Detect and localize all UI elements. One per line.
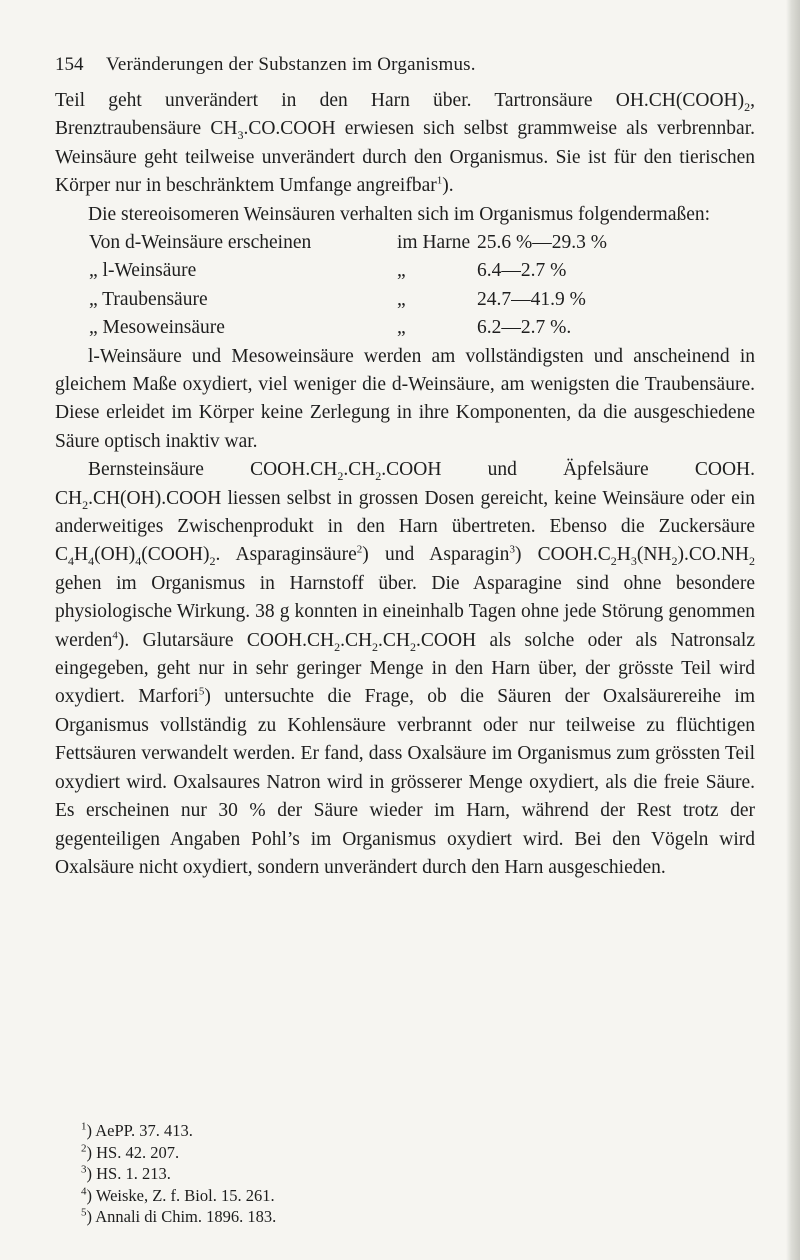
footnote: $^1$) AePP. 37. 413.: [81, 1120, 193, 1140]
paragraph-4: Bernsteinsäure $COOH.CH_2.CH_2.COOH$ und Äpfelsäure COOH. $CH_2.CH(OH).COOH$ liessen selbst in grossen Dosen gereicht, keine Weinsäure oder ein anderweitiges Zwischenprodukt in den Harn übertreten. Ebenso die Zuckersäure $C_4H_4(OH)_4(COOH)_2$. Asparaginsäure$^2$) und Asparagin$^3$) $COOH.C_2H_3(NH_2).CO.NH_2$ gehen im Organismus in Harnstoff über. Die Asparagine sind ohne besondere physiologische Wirkung. 38 g konnten in eineinhalb Tagen ohne jede Störung genommen werden$^4$). Glutarsäure $COOH.CH_2.CH_2.CH_2.COOH$ als solche oder als Natronsalz eingegeben, geht nur in sehr geringer Menge in den Harn über, der grösste Teil wird oxydiert. Marfori$^5$) untersuchte die Frage, ob die Säuren der Oxalsäurereihe im Organismus vollständig zu Kohlensäure verbrannt oder nur teilweise zu flüchtigen Fettsäuren verwandelt werden. Er fand, dass Oxalsäure im Organismus zum grössten Teil oxydiert wird. Oxalsaures Natron wird in grösserer Menge oxydiert, als die freie Säure. Es erscheinen nur 30 % der Säure wieder im Harn, während der Rest trotz der gegenteiligen Angaben Pohl’s im Organismus oxydiert wird. Bei den Vögeln wird Oxalsäure nicht oxydiert, sondern unverändert durch den Harn ausgeschieden.: [55, 459, 755, 878]
page-edge-shadow: [786, 0, 800, 1260]
page-body: [55, 87, 755, 882]
paragraph-3: l-Weinsäure und Mesoweinsäure werden am vollständigsten und anscheinend in gleichem Maße oxydiert, viel weniger die d-Weinsäure, am wenigsten die Traubensäure. Diese erleidet im Körper keine Zerlegung in ihre Komponenten, da die ausgeschiedene Säure optisch inaktiv war.: [55, 345, 755, 452]
footnote: $^2$) HS. 42. 207.: [81, 1142, 180, 1162]
running-title: Veränderungen der Substanzen im Organismus.: [106, 54, 476, 75]
table-row: „ l-Weinsäure „ 6.4—2.7 %: [89, 260, 567, 282]
table-row: Von d-Weinsäure erscheinen im Harne 25.6 %—29.3 %: [89, 232, 607, 254]
footnote-ref[interactable]: 4: [112, 629, 118, 642]
table-row: „ Mesoweinsäure „ 6.2—2.7 %.: [89, 317, 572, 339]
excretion-table: [89, 229, 755, 343]
paragraph-2: Die stereoisomeren Weinsäuren verhalten sich im Organismus folgendermaßen:: [88, 203, 711, 225]
footnote: $^5$) Annali di Chim. 1896. 183.: [81, 1206, 277, 1226]
table-row: „ Traubensäure „ 24.7—41.9 %: [89, 288, 586, 310]
paragraph-1: Teil geht unverändert in den Harn über. Tartronsäure $OH.CH(COOH)_2$, Brenztraubensäure $CH_3.CO.COOH$ erwiesen sich selbst grammweise als verbrennbar. Weinsäure geht teilweise unverändert durch den Organismus. Sie ist für den tierischen Körper nur in beschränktem Umfange angreifbar$^1$).: [55, 90, 756, 197]
footnote-ref[interactable]: 5: [198, 685, 205, 698]
footnote: $^4$) Weiske, Z. f. Biol. 15. 261.: [81, 1185, 275, 1205]
footnotes: [81, 1120, 276, 1228]
page-number: 154: [55, 54, 84, 75]
footnote-ref[interactable]: 1: [436, 174, 443, 187]
footnote-ref[interactable]: 3: [509, 543, 515, 556]
footnote: $^3$) HS. 1. 213.: [81, 1163, 171, 1183]
footnote-ref[interactable]: 2: [356, 543, 363, 556]
